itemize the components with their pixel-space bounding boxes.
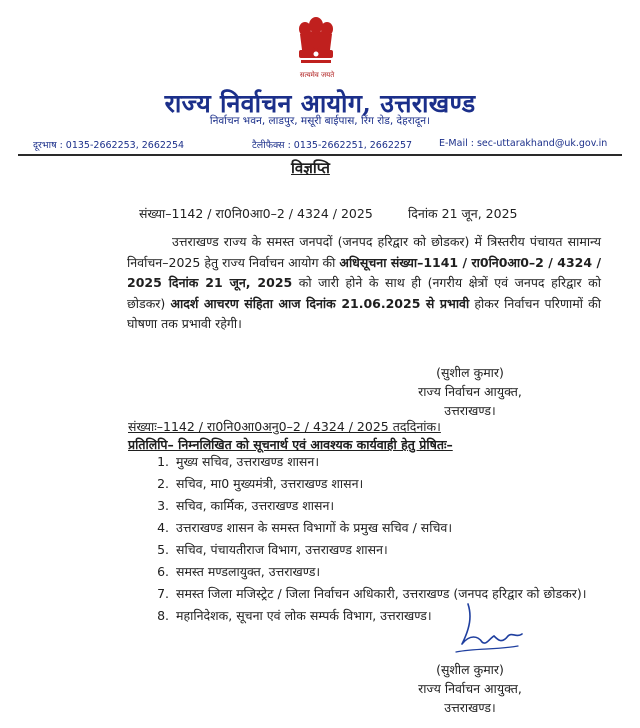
copy-heading: प्रतिलिपि– निम्नलिखित को सूचनार्थ एवं आवश्यक कार्यवाही हेतु प्रेषितः– — [128, 437, 453, 452]
list-item-number: 7. — [157, 586, 169, 601]
header-divider — [18, 154, 622, 156]
signatory-state: उत्तराखण्ड। — [444, 403, 496, 418]
list-item — [128, 474, 602, 494]
copy-recipient-list — [128, 452, 602, 628]
signature-block — [395, 363, 545, 420]
list-item-number: 1. — [157, 454, 169, 469]
list-item-text: मुख्य सचिव, उत्तराखण्ड शासन। — [176, 454, 320, 469]
signatory-designation: राज्य निर्वाचन आयुक्त, — [418, 384, 522, 399]
list-item — [128, 584, 602, 604]
list-item — [128, 540, 602, 560]
emblem-motto: सत्यमेव जयते — [299, 71, 335, 79]
fax-numbers: टैलीफैक्स : 0135-2662251, 2662257 — [252, 140, 413, 151]
signature-block — [395, 660, 545, 717]
list-item-text: सचिव, मा0 मुख्यमंत्री, उत्तराखण्ड शासन। — [176, 476, 364, 491]
list-item-text: महानिदेशक, सूचना एवं लोक सम्पर्क विभाग, उत्तराखण्ड। — [176, 608, 432, 623]
list-item-text: सचिव, पंचायतीराज विभाग, उत्तराखण्ड शासन। — [176, 542, 388, 557]
list-item — [128, 518, 602, 538]
list-item-number: 4. — [157, 520, 169, 535]
email-address[interactable]: E-Mail : sec-uttarakhand@uk.gov.in — [439, 138, 608, 149]
phone-numbers: दूरभाष : 0135-2662253, 2662254 — [33, 140, 185, 151]
copy-reference-number: संख्याः–1142 / रा0नि0आ0अनु0–2 / 4324 / 2025 तददिनांक। — [128, 419, 441, 434]
signatory-state: उत्तराखण्ड। — [444, 700, 496, 715]
model-code-effective-date: आदर्श आचरण संहिता आज दिनांक 21.06.2025 से प्रभावी — [170, 295, 470, 311]
body-text: को जारी होने के साथ ही (नगरीय क्षेत्रों एवं जनपद हरिद्वार को छोडकर) — [127, 275, 601, 311]
list-item — [128, 496, 602, 516]
notice-title: विज्ञप्ति — [291, 159, 330, 177]
signatory-name: (सुशील कुमार) — [436, 365, 504, 380]
list-item-number: 3. — [157, 498, 169, 513]
organization-address: निर्वाचन भवन, लाडपुर, मसूरी बाईपास, रिंग रोड, देहरादून। — [209, 115, 431, 127]
signatory-name: (सुशील कुमार) — [436, 662, 504, 677]
list-item — [128, 606, 602, 626]
notice-body — [127, 232, 601, 335]
list-item-text: उत्तराखण्ड शासन के समस्त विभागों के प्रमुख सचिव / सचिव। — [176, 520, 453, 535]
list-item-text: समस्त जिला मजिस्ट्रेट / जिला निर्वाचन अधिकारी, उत्तराखण्ड (जनपद हरिद्वार को छोडकर)। — [176, 586, 587, 601]
body-text: उत्तराखण्ड राज्य के समस्त जनपदों (जनपद हरिद्वार को छोडकर) में त्रिस्तरीय पंचायत सामान्य निर्वाचन–2025 हेतु राज्य निर्वाचन आयोग की — [127, 234, 601, 270]
list-item — [128, 452, 602, 472]
signatory-designation: राज्य निर्वाचन आयुक्त, — [418, 681, 522, 696]
handwritten-signature-icon — [448, 600, 526, 660]
body-text: होकर निर्वाचन परिणामों की घोषणा तक प्रभावी रहेगी। — [127, 295, 601, 331]
organization-title: राज्य निर्वाचन आयोग, उत्तराखण्ड — [164, 89, 476, 118]
list-item-text: सचिव, कार्मिक, उत्तराखण्ड शासन। — [176, 498, 335, 513]
list-item — [128, 562, 602, 582]
list-item-text: समस्त मण्डलायुक्त, उत्तराखण्ड। — [176, 564, 321, 579]
list-item-number: 6. — [157, 564, 169, 579]
list-item-number: 2. — [157, 476, 169, 491]
notice-number: संख्या–1142 / रा0नि0आ0–2 / 4324 / 2025 — [139, 206, 373, 221]
notification-reference: अधिसूचना संख्या–1141 / रा0नि0आ0–2 / 4324 / 2025 दिनांक 21 जून, 2025 — [127, 254, 602, 290]
list-item-number: 5. — [157, 542, 169, 557]
notice-date: दिनांक 21 जून, 2025 — [408, 206, 518, 221]
list-item-number: 8. — [157, 608, 169, 623]
